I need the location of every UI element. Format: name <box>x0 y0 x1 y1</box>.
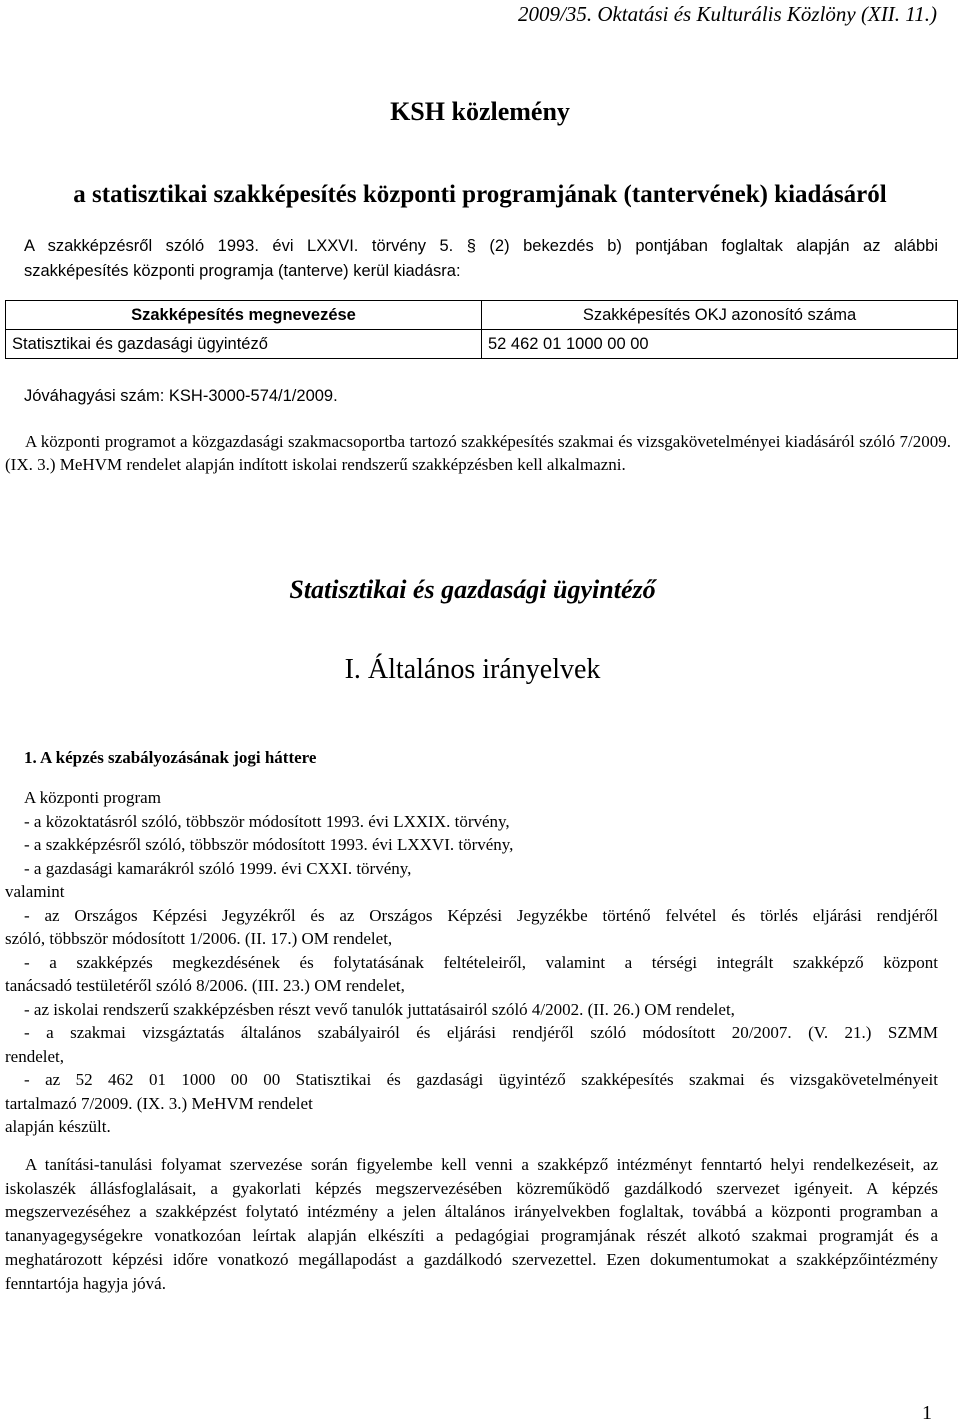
section-title: 1. A képzés szabályozásának jogi háttere <box>24 748 317 767</box>
page-number: 1 <box>922 1402 932 1424</box>
regulation-item: - az iskolai rendszerű szakképzésben részt vevő tanulók juttatásairól szóló 4/2002. (II. 26.) OM rendelet, <box>24 999 735 1019</box>
table-row <box>6 330 958 359</box>
regulation-item: - az 52 462 01 1000 00 00 Statisztikai és gazdasági ügyintéző szakképesítés szakmai és vizsgakövetelményeit <box>24 1070 938 1089</box>
paragraph-2: A tanítási-tanulási folyamat szervezése során figyelembe kell venni a szakképző intézményt fenntartó helyi rendelkezéseit, az iskolaszék állásfoglalásait, a gyakorlati képzés megszervezésében közreműködő gazdálkodó szervezet igényeit. A képzés megszervezéséhez a szakképzést folytató intézmény a jelen általános irányelvekben foglaltak, továbbá a központi programban a tananyagegységekre vonatkozóan leírtak alapján elkészíti a pedagógiai programjának részét alkotó szakmai programját és a meghatározott képzési időre vonatkozó megállapodást a gazdálkodó szervezettel. Ezen dokumentumokat a szakképzőintézmény fenntartója hagyja jóvá. <box>5 1155 938 1293</box>
valamint-label: valamint <box>5 882 65 901</box>
law-item: - a közoktatásról szóló, többször módosított 1993. évi LXXIX. törvény, <box>24 811 510 831</box>
table-header-row <box>6 301 958 330</box>
law-item: - a szakképzésről szóló, többször módosított 1993. évi LXXVI. törvény, <box>24 835 514 854</box>
approval-number: Jóváhagyási szám: KSH-3000-574/1/2009. <box>24 387 338 405</box>
chapter-title: I. Általános irányelvek <box>344 654 601 685</box>
legal-closing: alapján készült. <box>5 1117 111 1136</box>
table-header-okj: Szakképesítés OKJ azonosító száma <box>482 301 958 330</box>
table-cell-name: Statisztikai és gazdasági ügyintéző <box>6 330 482 359</box>
legal-background-list <box>5 786 938 1139</box>
table-cell-okj: 52 462 01 1000 00 00 <box>482 330 958 359</box>
paragraph-1: A központi programot a közgazdasági szakmacsoportba tartozó szakképesítés szakmai és vizsgakövetelményei kiadásáról szóló 7/2009. (IX. 3.) MeHVM rendelet alapján indított iskolai rendszerű szakképzésben kell alkalmazni. <box>5 432 951 474</box>
document-subtitle: a statisztikai szakképesítés központi programjának (tantervének) kiadásáról <box>73 181 887 208</box>
journal-header: 2009/35. Oktatási és Kulturális Közlöny (XII. 11.) <box>517 2 937 26</box>
regulation-item: - az Országos Képzési Jegyzékről és az Országos Képzési Jegyzékbe történő felvétel és törlés eljárási rendjéről <box>24 905 938 925</box>
intro-line-2: szakképesítés központi programja (tanterve) kerül kiadásra: <box>24 262 461 280</box>
table-header-name: Szakképesítés megnevezése <box>6 301 482 330</box>
law-item: - a gazdasági kamarákról szóló 1999. évi CXXI. törvény, <box>24 858 412 878</box>
program-title: Statisztikai és gazdasági ügyintéző <box>289 575 656 604</box>
regulation-item-cont: szóló, többször módosított 1/2006. (II. 17.) OM rendelet, <box>5 929 393 948</box>
regulation-item: - a szakmai vizsgáztatás általános szabályairól és eljárási rendjéről szóló módosított 20/2007. (V. 21.) SZMM <box>24 1023 938 1042</box>
document-title: KSH közlemény <box>390 97 570 126</box>
regulation-item-cont: tartalmazó 7/2009. (IX. 3.) MeHVM rendelet <box>5 1093 313 1113</box>
intro-line-1: A szakképzésről szóló 1993. évi LXXVI. törvény 5. § (2) bekezdés b) pontjában foglaltak alapján az alábbi <box>24 237 938 255</box>
intro-paragraph <box>24 234 938 284</box>
regulation-item: - a szakképzés megkezdésének és folytatásának feltételeiről, valamint a térségi integrált szakképző központ <box>24 952 938 972</box>
regulation-item-cont: rendelet, <box>5 1046 64 1066</box>
regulation-item-cont: tanácsadó testületéről szóló 8/2006. (III. 23.) OM rendelet, <box>5 976 405 995</box>
qualification-table <box>5 300 958 359</box>
legal-lead: A központi program <box>24 788 161 807</box>
